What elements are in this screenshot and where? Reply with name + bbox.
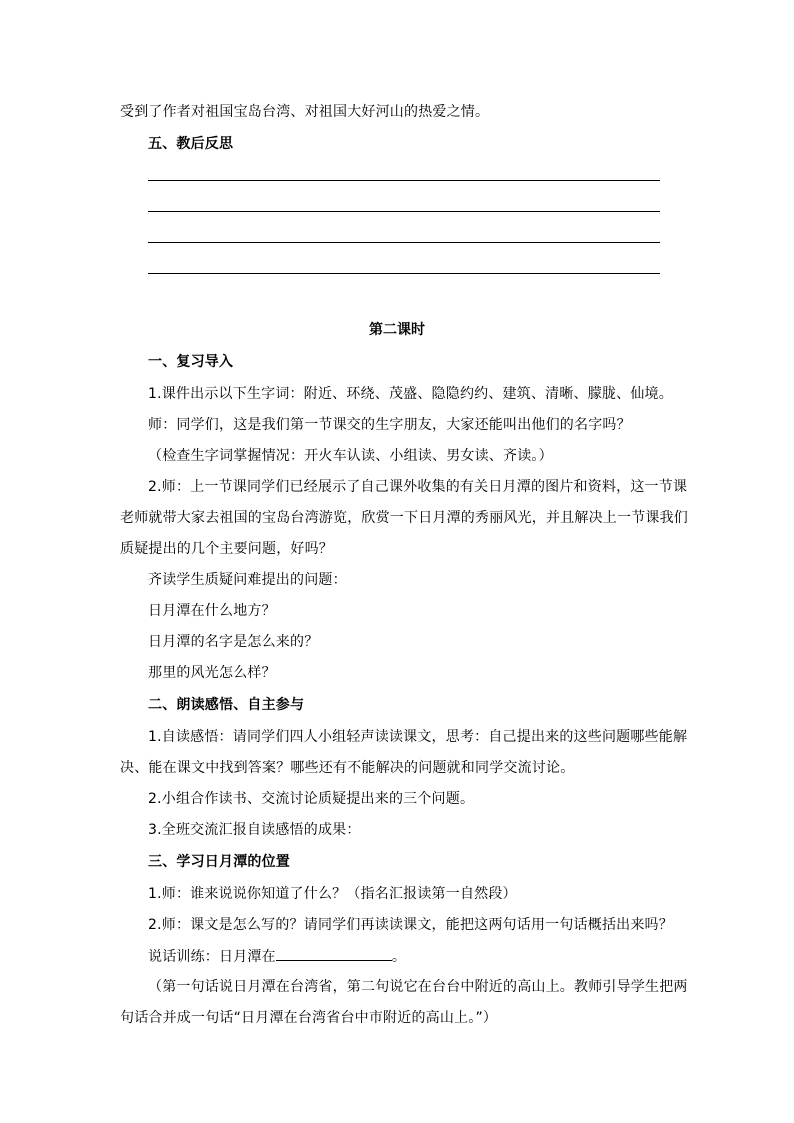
- paragraph-line: 2.师：上一节课同学们已经展示了自己课外收集的有关日月潭的图片和资料，这一节课: [148, 479, 688, 495]
- paragraph-line: 齐读学生质疑问难提出的问题：: [148, 572, 347, 588]
- fill-in-blank: [276, 946, 392, 961]
- answer-line: [148, 211, 660, 212]
- paragraph-line: 1.自读感悟：请同学们四人小组轻声读读课文，思考：自己提出来的这些问题哪些能解: [148, 729, 688, 745]
- paragraph-line: 2.小组合作读书、交流讨论质疑提出来的三个问题。: [148, 791, 475, 807]
- fill-in-prefix: 说话训练：日月潭在: [148, 949, 276, 965]
- section-heading-reflection: 五、教后反思: [148, 136, 234, 152]
- section-heading-reading: 二、朗读感悟、自主参与: [148, 697, 305, 713]
- question-line: 日月潭的名字是怎么来的？: [148, 634, 319, 650]
- paragraph-line: 1.师：谁来说说你知道了什么？（指名汇报读第一自然段）: [148, 886, 517, 902]
- paragraph-line: 句话合并成一句话“日月潭在台湾省台中市附近的高山上。”）: [120, 1010, 498, 1026]
- answer-line: [148, 273, 660, 274]
- paragraph-line: 1.课件出示以下生字词：附近、环绕、茂盛、隐隐约约、建筑、清晰、朦胧、仙境。: [148, 386, 673, 402]
- answer-line: [148, 180, 660, 181]
- paragraph-line: 老师就带大家去祖国的宝岛台湾游览，欣赏一下日月潭的秀丽风光，并且解决上一节课我们: [120, 510, 688, 526]
- paragraph-line: 受到了作者对祖国宝岛台湾、对祖国大好河山的热爱之情。: [120, 104, 490, 120]
- paragraph-line: 质疑提出的几个主要问题，好吗？: [120, 541, 333, 557]
- question-line: 日月潭在什么地方？: [148, 603, 276, 619]
- section-heading-review: 一、复习导入: [148, 354, 234, 370]
- paragraph-line: （第一句话说日月潭在台湾省，第二句说它在台台中附近的高山上。教师引导学生把两: [148, 979, 688, 995]
- fill-in-suffix: 。: [391, 949, 407, 965]
- paragraph-line: （检查生字词掌握情况：开火车认读、小组读、男女读、齐读。）: [148, 448, 553, 464]
- fill-in-line: [148, 946, 406, 967]
- question-line: 那里的风光怎么样？: [148, 665, 276, 681]
- answer-line: [148, 242, 660, 243]
- paragraph-line: 3.全班交流汇报自读感悟的成果：: [148, 822, 361, 838]
- paragraph-line: 2.师：课文是怎么写的？请同学们再读读课文，能把这两句话用一句话概括出来吗？: [148, 917, 673, 933]
- paragraph-line: 师：同学们，这是我们第一节课交的生字朋友，大家还能叫出他们的名字吗？: [148, 417, 631, 433]
- lesson-title: 第二课时: [369, 322, 425, 338]
- section-heading-location: 三、学习日月潭的位置: [148, 854, 290, 870]
- paragraph-line: 决、能在课文中找到答案？哪些还有不能解决的问题就和同学交流讨论。: [120, 760, 575, 776]
